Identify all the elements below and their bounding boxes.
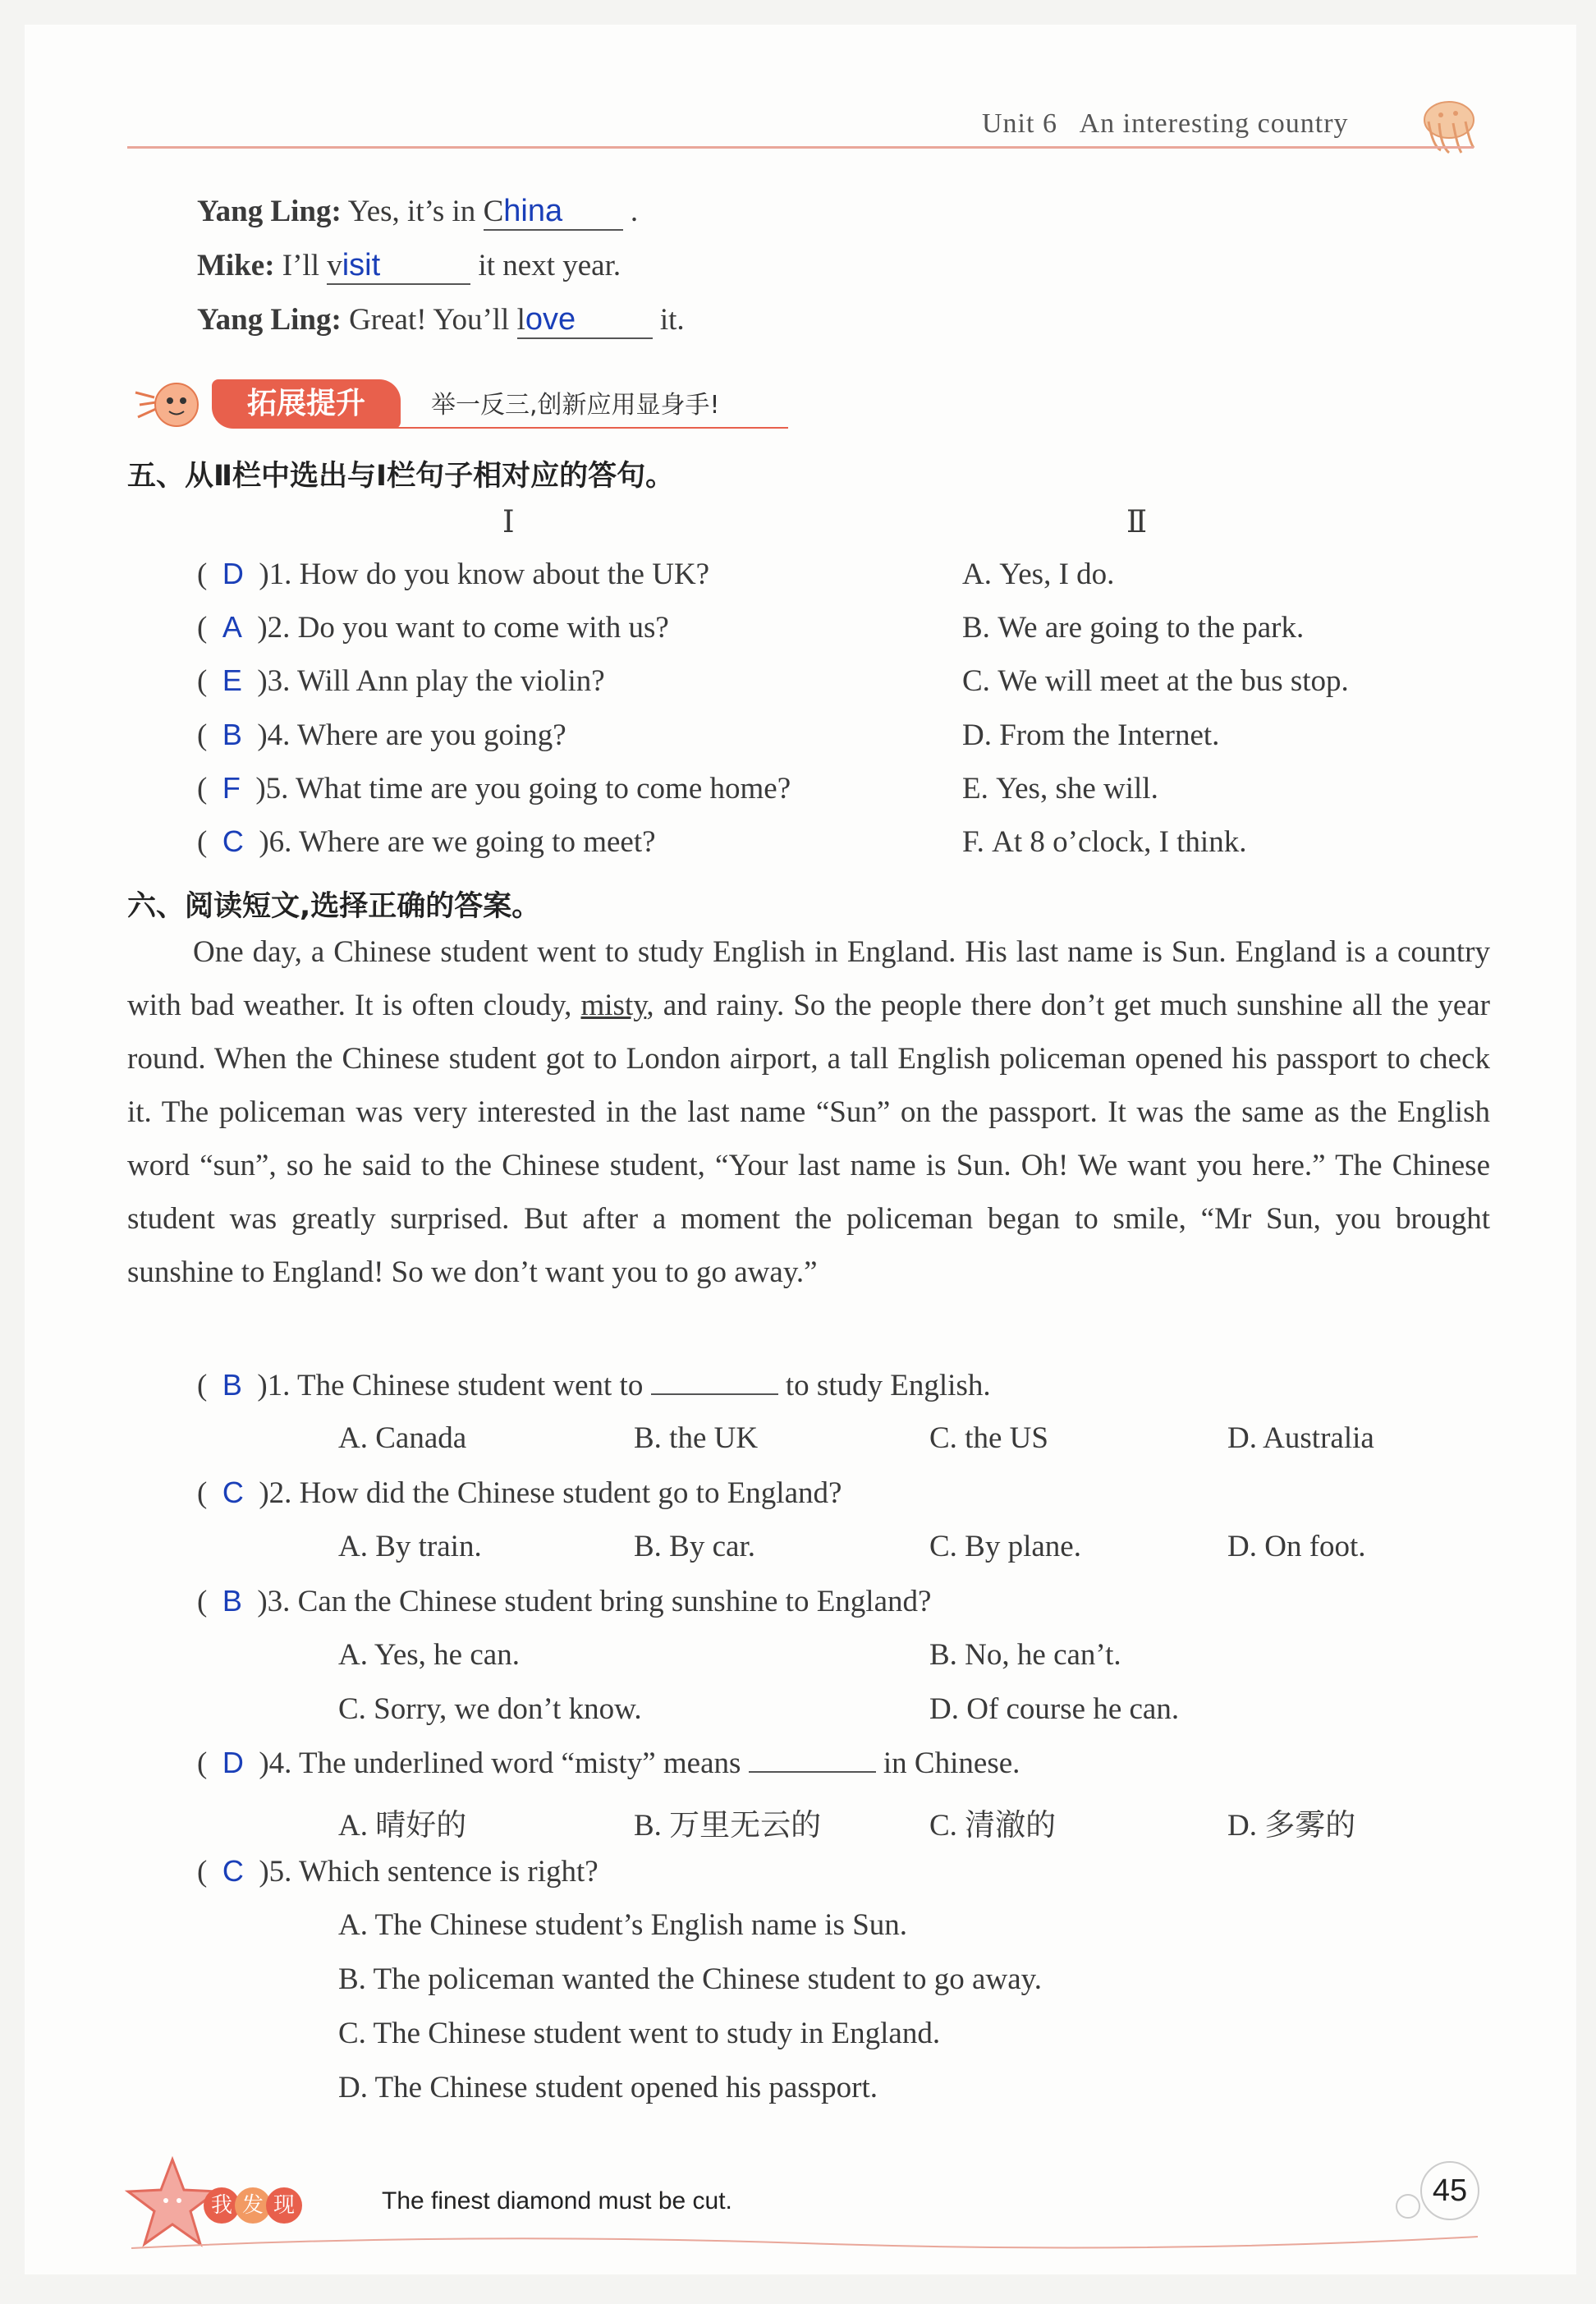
question-4: ( D )4. The underlined word “misty” means in Chinese. [197,1746,1020,1780]
q1-option-d: D. Australia [1227,1421,1374,1455]
matching-option: C. We will meet at the bus stop. [962,664,1349,698]
answer-blank: visit [327,248,470,285]
answer-mark: D [222,557,244,590]
reading-passage: One day, a Chinese student went to study English in England. His last name is Sun. England is a country with bad weather. It is often cloudy, misty, and rainy. So the people there don’t get much sunshine all the year round. When the Chinese student got to London airport, a tall English policeman opened his passport to check it. The policeman was very interested in the last name “Sun” on the passport. It was the same as the English word “sun”, so he said to the Chinese student, “Your last name is Sun. Oh! We want you here.” The Chinese student was greatly surprised. But after a moment the policeman began to smile, “Mr Sun, you brought sunshine to England! So we don’t want you to go away.” [127,935,1490,1289]
page-number: 45 [1420,2161,1479,2220]
q3-option-d: D. Of course he can. [929,1692,1180,1726]
column-1-header: Ⅰ [502,506,515,539]
q2-option-d: D. On foot. [1227,1530,1366,1563]
speaker: Yang Ling: [197,303,342,337]
answer-mark: D [222,1746,244,1779]
answer-mark: C [222,824,244,858]
unit-title: An interesting country [1079,108,1349,139]
question-5: ( C )5. Which sentence is right? [197,1854,598,1889]
footer-divider [131,2232,1478,2256]
column-2-header: Ⅱ [1126,506,1148,539]
answer-mark: C [222,1854,244,1888]
q3-option-b: B. No, he can’t. [929,1638,1121,1672]
seashell-icon [1408,89,1490,163]
underlined-word: misty [580,989,647,1022]
answer-mark: A [222,610,242,644]
decorative-bubble [1396,2194,1420,2219]
answer-blank: China [484,194,623,231]
header-divider [127,146,1474,149]
fill-blank [749,1771,876,1773]
matching-question: ( F )5. What time are you going to come home? [197,771,791,805]
cartoon-mascot-icon [123,368,218,442]
q5-option-b: B. The policeman wanted the Chinese student to go away. [338,1962,1042,1996]
speaker: Yang Ling: [197,195,342,228]
page-header [982,108,1349,140]
banner-slogan: 举一反三,创新应用显身手! [431,391,720,420]
answer-mark: B [222,1368,242,1402]
footer-quote: The finest diamond must be cut. [382,2187,732,2215]
q2-option-a: A. By train. [338,1530,482,1563]
q4-option-a: A. 晴好的 [338,1809,467,1843]
matching-question: ( B )4. Where are you going? [197,718,566,752]
q3-option-c: C. Sorry, we don’t know. [338,1692,642,1726]
section5-title: 五、从Ⅱ栏中选出与Ⅰ栏句子相对应的答句。 [127,460,675,493]
matching-question: ( A )2. Do you want to come with us? [197,610,669,645]
speaker: Mike: [197,249,275,282]
fill-blank [651,1393,778,1395]
q1-option-a: A. Canada [338,1421,467,1455]
discovery-badge: 我 发 现 [204,2187,302,2228]
matching-question: ( D )1. How do you know about the UK? [197,557,710,591]
q2-option-c: C. By plane. [929,1530,1081,1563]
matching-option: D. From the Internet. [962,718,1220,752]
matching-option: A. Yes, I do. [962,558,1115,591]
answer-blank: love [517,302,653,339]
answer-mark: B [222,718,242,751]
question-1: ( B )1. The Chinese student went to to study English. [197,1368,991,1402]
matching-option: E. Yes, she will. [962,772,1158,805]
matching-question: ( E )3. Will Ann play the violin? [197,663,605,698]
q1-option-b: B. the UK [634,1421,759,1455]
dialogue-line-2: Mike: I’ll visit it next year. [197,248,621,285]
q4-option-c: C. 清澈的 [929,1809,1057,1843]
q4-option-b: B. 万里无云的 [634,1809,822,1843]
section-banner: 拓展提升 [212,379,401,429]
q2-option-b: B. By car. [634,1530,755,1563]
q3-option-a: A. Yes, he can. [338,1638,520,1672]
q1-option-c: C. the US [929,1421,1048,1455]
answer-mark: E [222,663,242,697]
answer-mark: F [222,771,241,805]
answer-mark: C [222,1476,244,1509]
q4-option-d: D. 多雾的 [1227,1809,1356,1843]
q5-option-a: A. The Chinese student’s English name is Sun. [338,1908,908,1942]
dialogue-line-1: Yang Ling: Yes, it’s in China . [197,194,638,231]
matching-question: ( C )6. Where are we going to meet? [197,824,656,859]
section6-title: 六、阅读短文,选择正确的答案。 [127,890,541,923]
unit-label: Unit 6 [982,108,1057,139]
banner-underline [394,427,788,429]
q5-option-c: C. The Chinese student went to study in England. [338,2017,941,2050]
question-3: ( B )3. Can the Chinese student bring sunshine to England? [197,1584,932,1618]
q5-option-d: D. The Chinese student opened his passport. [338,2071,878,2104]
dialogue-line-3: Yang Ling: Great! You’ll love it. [197,302,685,339]
answer-mark: B [222,1584,242,1618]
matching-option: B. We are going to the park. [962,611,1305,645]
question-2: ( C )2. How did the Chinese student go to England? [197,1476,842,1510]
matching-option: F. At 8 o’clock, I think. [962,825,1247,859]
